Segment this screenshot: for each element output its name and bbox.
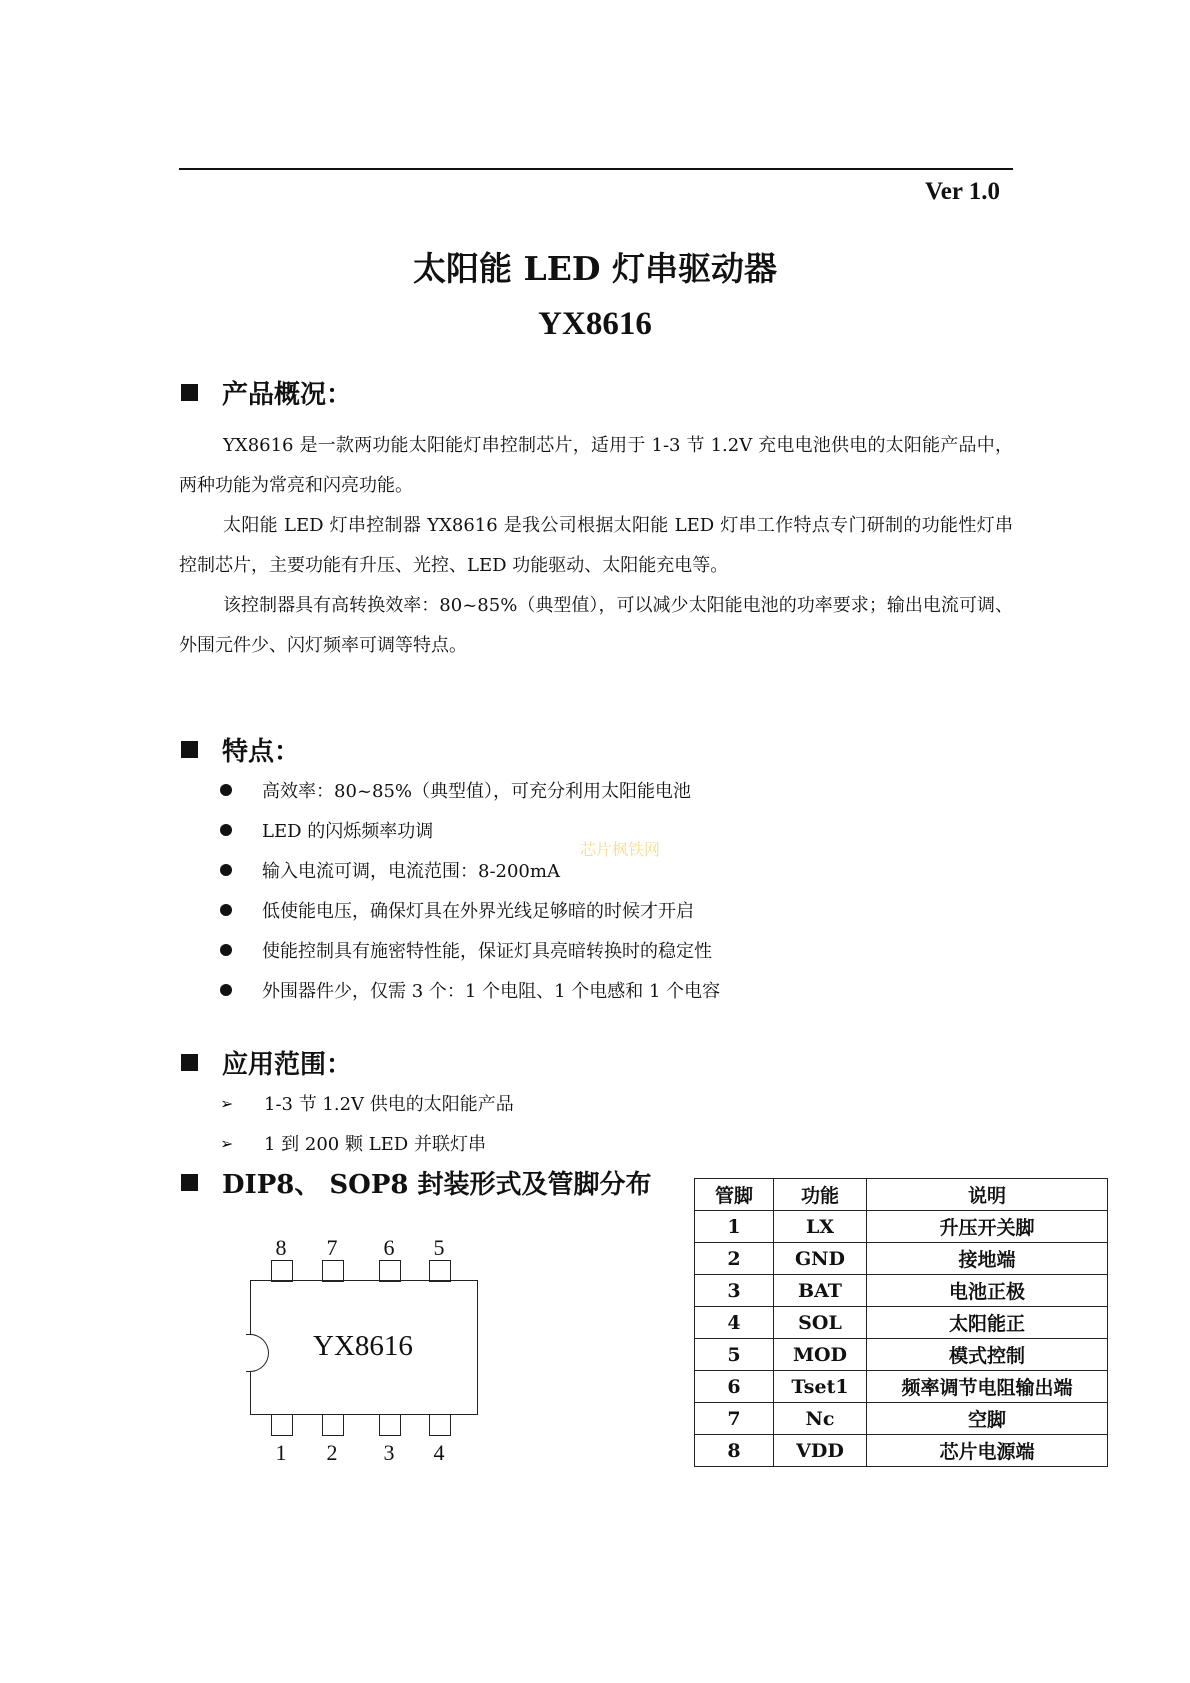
doc-title: 太阳能 LED 灯串驱动器 [413, 249, 777, 288]
table-header-row [695, 1179, 1108, 1211]
table-cell: Nc [774, 1403, 867, 1435]
chip-pin [379, 1260, 401, 1282]
overview-heading-text: 产品概况： [222, 380, 353, 410]
table-cell: 太阳能正 [867, 1307, 1108, 1339]
chip-label: YX8616 [313, 1330, 413, 1362]
overview-paragraph: 该控制器具有高转换效率：80~85%（典型值），可以减少太阳能电池的功率要求；输出电流可调、外围元件少、闪灯频率可调等特点。 [179, 595, 1013, 656]
feature-text: 使能控制具有施密特性能，保证灯具亮暗转换时的稳定性 [262, 941, 712, 962]
feature-text: LED 的闪烁频率功调 [262, 821, 434, 842]
chip-pin [271, 1414, 293, 1436]
table-cell: 7 [695, 1403, 774, 1435]
chip-pin [429, 1414, 451, 1436]
table-cell: 接地端 [867, 1243, 1108, 1275]
pin-number: 3 [383, 1440, 395, 1465]
pin-number: 1 [275, 1440, 287, 1465]
arrow-bullet-icon: ➢ [220, 1093, 234, 1113]
applications-list [220, 1083, 514, 1163]
table-cell: 电池正极 [867, 1275, 1108, 1307]
applications-heading-text: 应用范围： [222, 1050, 353, 1080]
pin-number: 5 [433, 1235, 445, 1260]
pin-number: 2 [326, 1440, 338, 1465]
square-bullet-icon [181, 1174, 198, 1191]
chip-pin [379, 1414, 401, 1436]
feature-text: 高效率：80~85%（典型值），可充分利用太阳能电池 [262, 781, 691, 802]
pin-number: 4 [433, 1440, 445, 1465]
chip-pin [429, 1260, 451, 1282]
table-cell: GND [774, 1243, 867, 1275]
square-bullet-icon [181, 741, 198, 758]
square-bullet-icon [181, 384, 198, 401]
table-cell: 1 [695, 1211, 774, 1243]
table-row [695, 1371, 1108, 1403]
pin-number: 6 [383, 1235, 395, 1260]
pin-table [694, 1178, 1108, 1467]
table-cell: 2 [695, 1243, 774, 1275]
table-cell: 3 [695, 1275, 774, 1307]
bullet-dot-icon [220, 904, 232, 916]
pin-number: 8 [275, 1235, 287, 1260]
version-label: Ver 1.0 [925, 178, 1000, 205]
list-item [220, 770, 720, 810]
table-cell: SOL [774, 1307, 867, 1339]
list-item [220, 970, 720, 1010]
table-row [695, 1275, 1108, 1307]
table-row [695, 1243, 1108, 1275]
package-heading-text: DIP8、 SOP8 封装形式及管脚分布 [222, 1170, 652, 1200]
table-cell: MOD [774, 1339, 867, 1371]
features-list [220, 770, 720, 1010]
bullet-dot-icon [220, 944, 232, 956]
table-row [695, 1307, 1108, 1339]
package-heading [181, 1164, 652, 1201]
table-cell: 5 [695, 1339, 774, 1371]
table-row [695, 1339, 1108, 1371]
table-cell: 8 [695, 1435, 774, 1467]
features-heading-text: 特点： [222, 737, 301, 767]
list-item [220, 890, 720, 930]
table-row [695, 1211, 1108, 1243]
table-header: 管脚 [695, 1179, 774, 1211]
applications-heading [181, 1044, 352, 1081]
application-text: 1-3 节 1.2V 供电的太阳能产品 [264, 1094, 514, 1115]
table-cell: LX [774, 1211, 867, 1243]
table-cell: 频率调节电阻输出端 [867, 1371, 1108, 1403]
chip-pin [322, 1414, 344, 1436]
table-cell: Tset1 [774, 1371, 867, 1403]
table-cell: 空脚 [867, 1403, 1108, 1435]
watermark: 芯片枫铁网 [580, 840, 661, 859]
overview-heading [181, 374, 352, 411]
chip-pin [322, 1260, 344, 1282]
table-header: 功能 [774, 1179, 867, 1211]
header-rule [179, 168, 1013, 170]
table-cell: 模式控制 [867, 1339, 1108, 1371]
table-cell: VDD [774, 1435, 867, 1467]
doc-model: YX8616 [538, 306, 652, 342]
table-cell: 6 [695, 1371, 774, 1403]
bullet-dot-icon [220, 864, 232, 876]
features-heading [181, 731, 300, 768]
list-item [220, 1083, 514, 1123]
chip-pin [271, 1260, 293, 1282]
table-row [695, 1403, 1108, 1435]
table-row [695, 1435, 1108, 1467]
overview-paragraph: YX8616 是一款两功能太阳能灯串控制芯片，适用于 1-3 节 1.2V 充电电池供电的太阳能产品中，两种功能为常亮和闪亮功能。 [179, 435, 1013, 496]
table-cell: 4 [695, 1307, 774, 1339]
feature-text: 输入电流可调，电流范围：8-200mA [262, 861, 560, 882]
table-cell: BAT [774, 1275, 867, 1307]
list-item [220, 1123, 514, 1163]
square-bullet-icon [181, 1054, 198, 1071]
application-text: 1 到 200 颗 LED 并联灯串 [264, 1134, 486, 1155]
list-item [220, 930, 720, 970]
pin-number: 7 [326, 1235, 338, 1260]
table-header: 说明 [867, 1179, 1108, 1211]
bullet-dot-icon [220, 984, 232, 996]
bullet-dot-icon [220, 784, 232, 796]
overview-paragraph: 太阳能 LED 灯串控制器 YX8616 是我公司根据太阳能 LED 灯串工作特点专门研制的功能性灯串控制芯片，主要功能有升压、光控、LED 功能驱动、太阳能充电等。 [179, 515, 1013, 576]
bullet-dot-icon [220, 824, 232, 836]
feature-text: 低使能电压，确保灯具在外界光线足够暗的时候才开启 [262, 901, 694, 922]
overview-body [179, 426, 1013, 666]
table-cell: 芯片电源端 [867, 1435, 1108, 1467]
feature-text: 外围器件少，仅需 3 个：1 个电阻、1 个电感和 1 个电容 [262, 981, 721, 1002]
table-cell: 升压开关脚 [867, 1211, 1108, 1243]
arrow-bullet-icon: ➢ [220, 1133, 234, 1153]
